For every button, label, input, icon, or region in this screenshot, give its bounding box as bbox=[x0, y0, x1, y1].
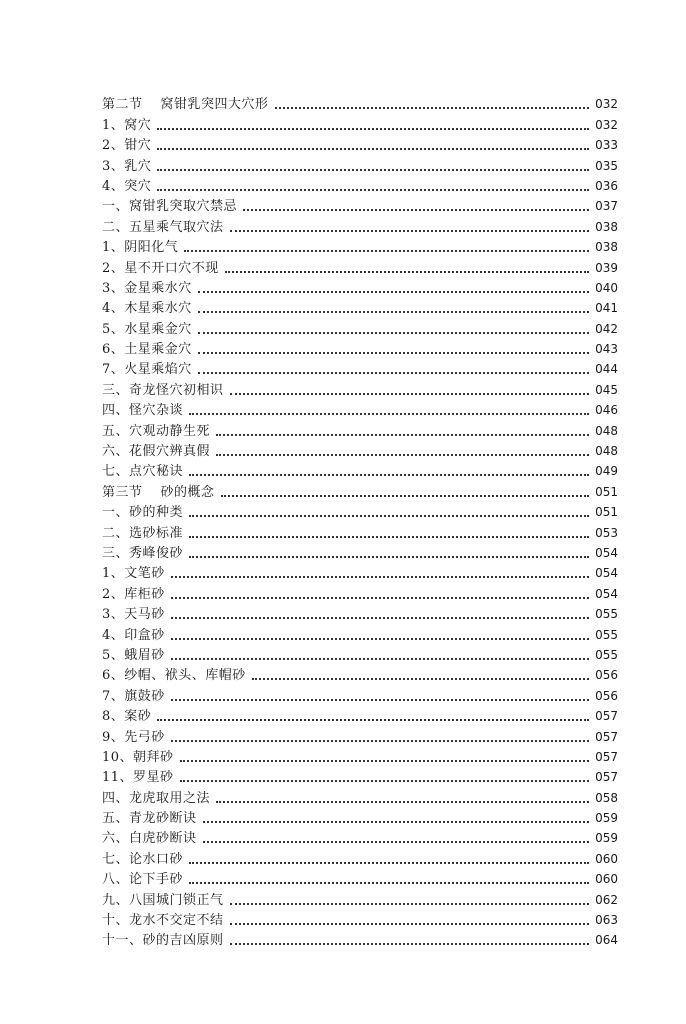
toc-entry-title bbox=[102, 689, 165, 704]
dot-leader bbox=[198, 352, 589, 354]
dot-leader bbox=[216, 801, 589, 803]
toc-entry-title-text: 二、五星乘气取穴法 bbox=[102, 219, 224, 235]
toc-entry-title bbox=[102, 526, 183, 541]
toc-entry-title-text: 5、水星乘金穴 bbox=[102, 321, 192, 337]
dot-leader bbox=[189, 515, 589, 517]
toc-entry-page-number: 038 bbox=[595, 219, 618, 234]
toc-entry bbox=[102, 643, 618, 663]
toc-section-subtitle: 窝钳乳突四大穴形 bbox=[160, 97, 269, 113]
toc-entry-page-number: 036 bbox=[595, 178, 618, 193]
toc-entry-page-number: 054 bbox=[595, 545, 618, 560]
toc-entry-title bbox=[102, 607, 165, 622]
dot-leader bbox=[198, 291, 589, 293]
toc-entry-title-text: 2、库柜砂 bbox=[102, 586, 165, 602]
toc-entry-title-text: 第二节 bbox=[102, 97, 143, 113]
toc-entry-title bbox=[102, 668, 246, 683]
dot-leader bbox=[171, 576, 589, 578]
toc-entry-page-number: 041 bbox=[595, 301, 618, 316]
toc-entry bbox=[102, 541, 618, 561]
toc-entry-title bbox=[102, 464, 183, 479]
toc-entry bbox=[102, 928, 618, 948]
toc-entry bbox=[102, 459, 618, 479]
dot-leader bbox=[180, 780, 589, 782]
toc-entry-title-text: 五、穴观动静生死 bbox=[102, 423, 211, 439]
toc-entry-title bbox=[102, 240, 178, 255]
toc-entry-page-number: 057 bbox=[595, 729, 618, 744]
dot-leader bbox=[275, 107, 589, 109]
toc-entry bbox=[102, 418, 618, 438]
toc-entry-title bbox=[102, 342, 192, 357]
toc-entry-title bbox=[102, 628, 165, 643]
toc-entry-page-number: 042 bbox=[595, 321, 618, 336]
toc-entry-title-text: 八、论下手砂 bbox=[102, 872, 184, 888]
toc-entry bbox=[102, 887, 618, 907]
toc-entry-page-number: 049 bbox=[595, 464, 618, 479]
toc-entry-title-text: 五、青龙砂断诀 bbox=[102, 811, 197, 827]
dot-leader bbox=[230, 393, 589, 395]
toc-entry bbox=[102, 194, 618, 214]
toc-entry bbox=[102, 520, 618, 540]
toc-entry-title bbox=[102, 444, 210, 459]
toc-entry bbox=[102, 112, 618, 132]
toc-entry-page-number: 037 bbox=[595, 199, 618, 214]
toc-entry-title-text: 1、窝穴 bbox=[102, 117, 152, 133]
toc-entry-title-text: 六、花假穴辨真假 bbox=[102, 444, 211, 460]
toc-entry-title bbox=[102, 261, 219, 276]
toc-entry bbox=[102, 663, 618, 683]
toc-entry bbox=[102, 174, 618, 194]
toc-entry-title bbox=[102, 709, 151, 724]
dot-leader bbox=[198, 332, 589, 334]
dot-leader bbox=[157, 128, 589, 130]
toc-entry-title-text: 二、选砂标准 bbox=[102, 525, 184, 541]
toc-entry-title bbox=[102, 362, 192, 377]
toc-entry-title-text: 11、罗星砂 bbox=[102, 770, 174, 786]
toc-entry-page-number: 057 bbox=[595, 770, 618, 785]
toc-entry-page-number: 063 bbox=[595, 913, 618, 928]
toc-entry bbox=[102, 479, 618, 499]
dot-leader bbox=[252, 678, 589, 680]
toc-entry-page-number: 043 bbox=[595, 342, 618, 357]
toc-entry-title-text: 1、阴阳化气 bbox=[102, 240, 179, 256]
dot-leader bbox=[171, 597, 589, 599]
toc-entry-title-text: 3、天马砂 bbox=[102, 607, 165, 623]
toc-section-subtitle: 砂的概念 bbox=[160, 484, 215, 500]
dot-leader bbox=[189, 862, 589, 864]
toc-entry bbox=[102, 439, 618, 459]
toc-entry-title bbox=[102, 750, 174, 765]
toc-entry-page-number: 046 bbox=[595, 403, 618, 418]
toc-entry-title-text: 7、火星乘焰穴 bbox=[102, 362, 192, 378]
toc-entry-page-number: 035 bbox=[595, 158, 618, 173]
toc-entry-title bbox=[102, 913, 224, 928]
toc-entry-page-number: 062 bbox=[595, 892, 618, 907]
dot-leader bbox=[157, 169, 589, 171]
dot-leader bbox=[180, 760, 589, 762]
toc-entry-title bbox=[102, 933, 224, 948]
toc-entry-page-number: 051 bbox=[595, 484, 618, 499]
toc-entry-page-number: 055 bbox=[595, 647, 618, 662]
toc-entry-title-text: 2、钳穴 bbox=[102, 138, 152, 154]
toc-entry-page-number: 040 bbox=[595, 280, 618, 295]
toc-entry-title-text: 四、怪穴杂谈 bbox=[102, 403, 184, 419]
toc-entry-title-text: 4、木星乘水穴 bbox=[102, 301, 192, 317]
toc-entry-page-number: 064 bbox=[595, 933, 618, 948]
toc-entry-title bbox=[102, 587, 165, 602]
toc-entry-page-number: 053 bbox=[595, 525, 618, 540]
toc-entry-title-text: 四、龙虎取用之法 bbox=[102, 790, 211, 806]
toc-entry bbox=[102, 377, 618, 397]
dot-leader bbox=[203, 841, 589, 843]
toc-entry-title bbox=[102, 770, 174, 785]
toc-entry-title bbox=[102, 118, 151, 133]
toc-entry bbox=[102, 683, 618, 703]
toc-entry bbox=[102, 500, 618, 520]
toc-entry-title-text: 九、八国城门锁正气 bbox=[102, 892, 224, 908]
dot-leader bbox=[243, 209, 589, 211]
dot-leader bbox=[230, 903, 589, 905]
dot-leader bbox=[171, 617, 589, 619]
toc-entry-title bbox=[102, 893, 224, 908]
table-of-contents bbox=[102, 92, 618, 948]
toc-entry bbox=[102, 602, 618, 622]
toc-entry-page-number: 060 bbox=[595, 872, 618, 887]
toc-entry bbox=[102, 337, 618, 357]
toc-entry-page-number: 057 bbox=[595, 749, 618, 764]
toc-entry-page-number: 051 bbox=[595, 505, 618, 520]
toc-entry bbox=[102, 153, 618, 173]
dot-leader bbox=[157, 719, 589, 721]
toc-entry bbox=[102, 92, 618, 112]
dot-leader bbox=[203, 821, 589, 823]
toc-entry bbox=[102, 398, 618, 418]
toc-entry bbox=[102, 276, 618, 296]
toc-entry-title-text: 4、印盒砂 bbox=[102, 627, 165, 643]
dot-leader bbox=[198, 372, 589, 374]
toc-entry-title bbox=[102, 791, 210, 806]
toc-entry-title-text: 2、星不开口穴不现 bbox=[102, 260, 219, 276]
toc-entry-page-number: 058 bbox=[595, 790, 618, 805]
dot-leader bbox=[225, 271, 589, 273]
toc-entry-title bbox=[102, 730, 165, 745]
dot-leader bbox=[221, 495, 589, 497]
toc-entry-page-number: 033 bbox=[595, 138, 618, 153]
toc-entry-page-number: 054 bbox=[595, 586, 618, 601]
toc-entry bbox=[102, 214, 618, 234]
toc-entry-title-text: 6、土星乘金穴 bbox=[102, 342, 192, 358]
dot-leader bbox=[184, 250, 589, 252]
toc-entry bbox=[102, 133, 618, 153]
toc-entry-page-number: 059 bbox=[595, 831, 618, 846]
toc-entry-title bbox=[102, 546, 183, 561]
toc-entry bbox=[102, 745, 618, 765]
toc-entry-page-number: 056 bbox=[595, 688, 618, 703]
toc-entry bbox=[102, 806, 618, 826]
toc-entry-title bbox=[102, 403, 183, 418]
dot-leader bbox=[230, 230, 589, 232]
toc-entry-title-text: 7、旗鼓砂 bbox=[102, 688, 165, 704]
dot-leader bbox=[198, 311, 589, 313]
toc-entry-title bbox=[102, 505, 183, 520]
toc-entry bbox=[102, 357, 618, 377]
toc-entry-title bbox=[102, 179, 151, 194]
toc-entry bbox=[102, 867, 618, 887]
toc-entry-title-text: 6、纱帽、袱头、库帽砂 bbox=[102, 668, 246, 684]
dot-leader bbox=[189, 413, 589, 415]
toc-entry-title-text: 六、白虎砂断诀 bbox=[102, 831, 197, 847]
toc-entry bbox=[102, 235, 618, 255]
toc-entry-page-number: 045 bbox=[595, 382, 618, 397]
toc-entry-page-number: 057 bbox=[595, 709, 618, 724]
dot-leader bbox=[230, 923, 589, 925]
toc-entry-title-text: 9、先弓砂 bbox=[102, 729, 165, 745]
toc-entry-title-text: 8、案砂 bbox=[102, 709, 152, 725]
dot-leader bbox=[189, 536, 589, 538]
toc-entry-page-number: 055 bbox=[595, 607, 618, 622]
toc-entry-title bbox=[102, 138, 151, 153]
dot-leader bbox=[216, 454, 589, 456]
toc-entry-page-number: 048 bbox=[595, 444, 618, 459]
dot-leader bbox=[189, 556, 589, 558]
toc-entry-title bbox=[102, 831, 197, 846]
toc-entry-title-text: 十一、砂的吉凶原则 bbox=[102, 933, 224, 949]
dot-leader bbox=[189, 882, 589, 884]
toc-entry-page-number: 059 bbox=[595, 811, 618, 826]
toc-entry bbox=[102, 846, 618, 866]
toc-entry-title-text: 3、金星乘水穴 bbox=[102, 280, 192, 296]
toc-entry bbox=[102, 561, 618, 581]
dot-leader bbox=[171, 638, 589, 640]
toc-entry-title-text: 七、点穴秘诀 bbox=[102, 464, 184, 480]
dot-leader bbox=[230, 943, 589, 945]
dot-leader bbox=[216, 434, 589, 436]
toc-entry bbox=[102, 316, 618, 336]
toc-entry-page-number: 048 bbox=[595, 423, 618, 438]
toc-entry-title bbox=[102, 566, 165, 581]
toc-entry-title-text: 3、乳穴 bbox=[102, 158, 152, 174]
toc-entry-title bbox=[102, 220, 224, 235]
toc-entry-page-number: 056 bbox=[595, 668, 618, 683]
toc-entry bbox=[102, 255, 618, 275]
toc-entry-page-number: 038 bbox=[595, 240, 618, 255]
dot-leader bbox=[171, 740, 589, 742]
toc-entry-title bbox=[102, 301, 192, 316]
toc-entry-title-text: 十、龙水不交定不结 bbox=[102, 913, 224, 929]
toc-entry-title bbox=[102, 322, 192, 337]
toc-entry bbox=[102, 826, 618, 846]
toc-entry-page-number: 054 bbox=[595, 566, 618, 581]
toc-entry-title-text: 七、论水口砂 bbox=[102, 851, 184, 867]
toc-entry-page-number: 044 bbox=[595, 362, 618, 377]
toc-entry-page-number: 032 bbox=[595, 117, 618, 132]
toc-entry-title bbox=[102, 872, 183, 887]
toc-entry-page-number: 039 bbox=[595, 260, 618, 275]
toc-entry-title-text: 三、奇龙怪穴初相识 bbox=[102, 382, 224, 398]
dot-leader bbox=[189, 474, 589, 476]
dot-leader bbox=[157, 189, 589, 191]
toc-entry-title bbox=[102, 424, 210, 439]
toc-entry bbox=[102, 724, 618, 744]
toc-entry-title-text: 1、文笔砂 bbox=[102, 566, 165, 582]
toc-entry-title bbox=[102, 97, 269, 112]
toc-entry bbox=[102, 622, 618, 642]
toc-entry-title-text: 4、突穴 bbox=[102, 178, 152, 194]
toc-entry-title bbox=[102, 199, 237, 214]
toc-entry-title-text: 一、窝钳乳突取穴禁忌 bbox=[102, 199, 238, 215]
toc-entry bbox=[102, 296, 618, 316]
toc-entry-title bbox=[102, 281, 192, 296]
dot-leader bbox=[157, 148, 589, 150]
toc-entry-title-text: 一、砂的种类 bbox=[102, 505, 184, 521]
toc-entry bbox=[102, 908, 618, 928]
dot-leader bbox=[171, 658, 589, 660]
toc-entry-title-text: 三、秀峰俊砂 bbox=[102, 545, 184, 561]
toc-entry-title bbox=[102, 811, 197, 826]
toc-entry-title bbox=[102, 485, 215, 500]
toc-entry bbox=[102, 765, 618, 785]
toc-entry-title-text: 5、蛾眉砂 bbox=[102, 647, 165, 663]
toc-entry-title-text: 10、朝拜砂 bbox=[102, 749, 174, 765]
toc-entry-title bbox=[102, 648, 165, 663]
toc-entry-title bbox=[102, 852, 183, 867]
toc-entry-page-number: 032 bbox=[595, 97, 618, 112]
toc-entry-page-number: 055 bbox=[595, 627, 618, 642]
toc-entry-page-number: 060 bbox=[595, 851, 618, 866]
toc-entry bbox=[102, 704, 618, 724]
toc-entry-title bbox=[102, 159, 151, 174]
toc-entry bbox=[102, 581, 618, 601]
toc-entry-title-text: 第三节 bbox=[102, 484, 143, 500]
toc-entry-title bbox=[102, 383, 224, 398]
dot-leader bbox=[171, 699, 589, 701]
toc-entry bbox=[102, 785, 618, 805]
